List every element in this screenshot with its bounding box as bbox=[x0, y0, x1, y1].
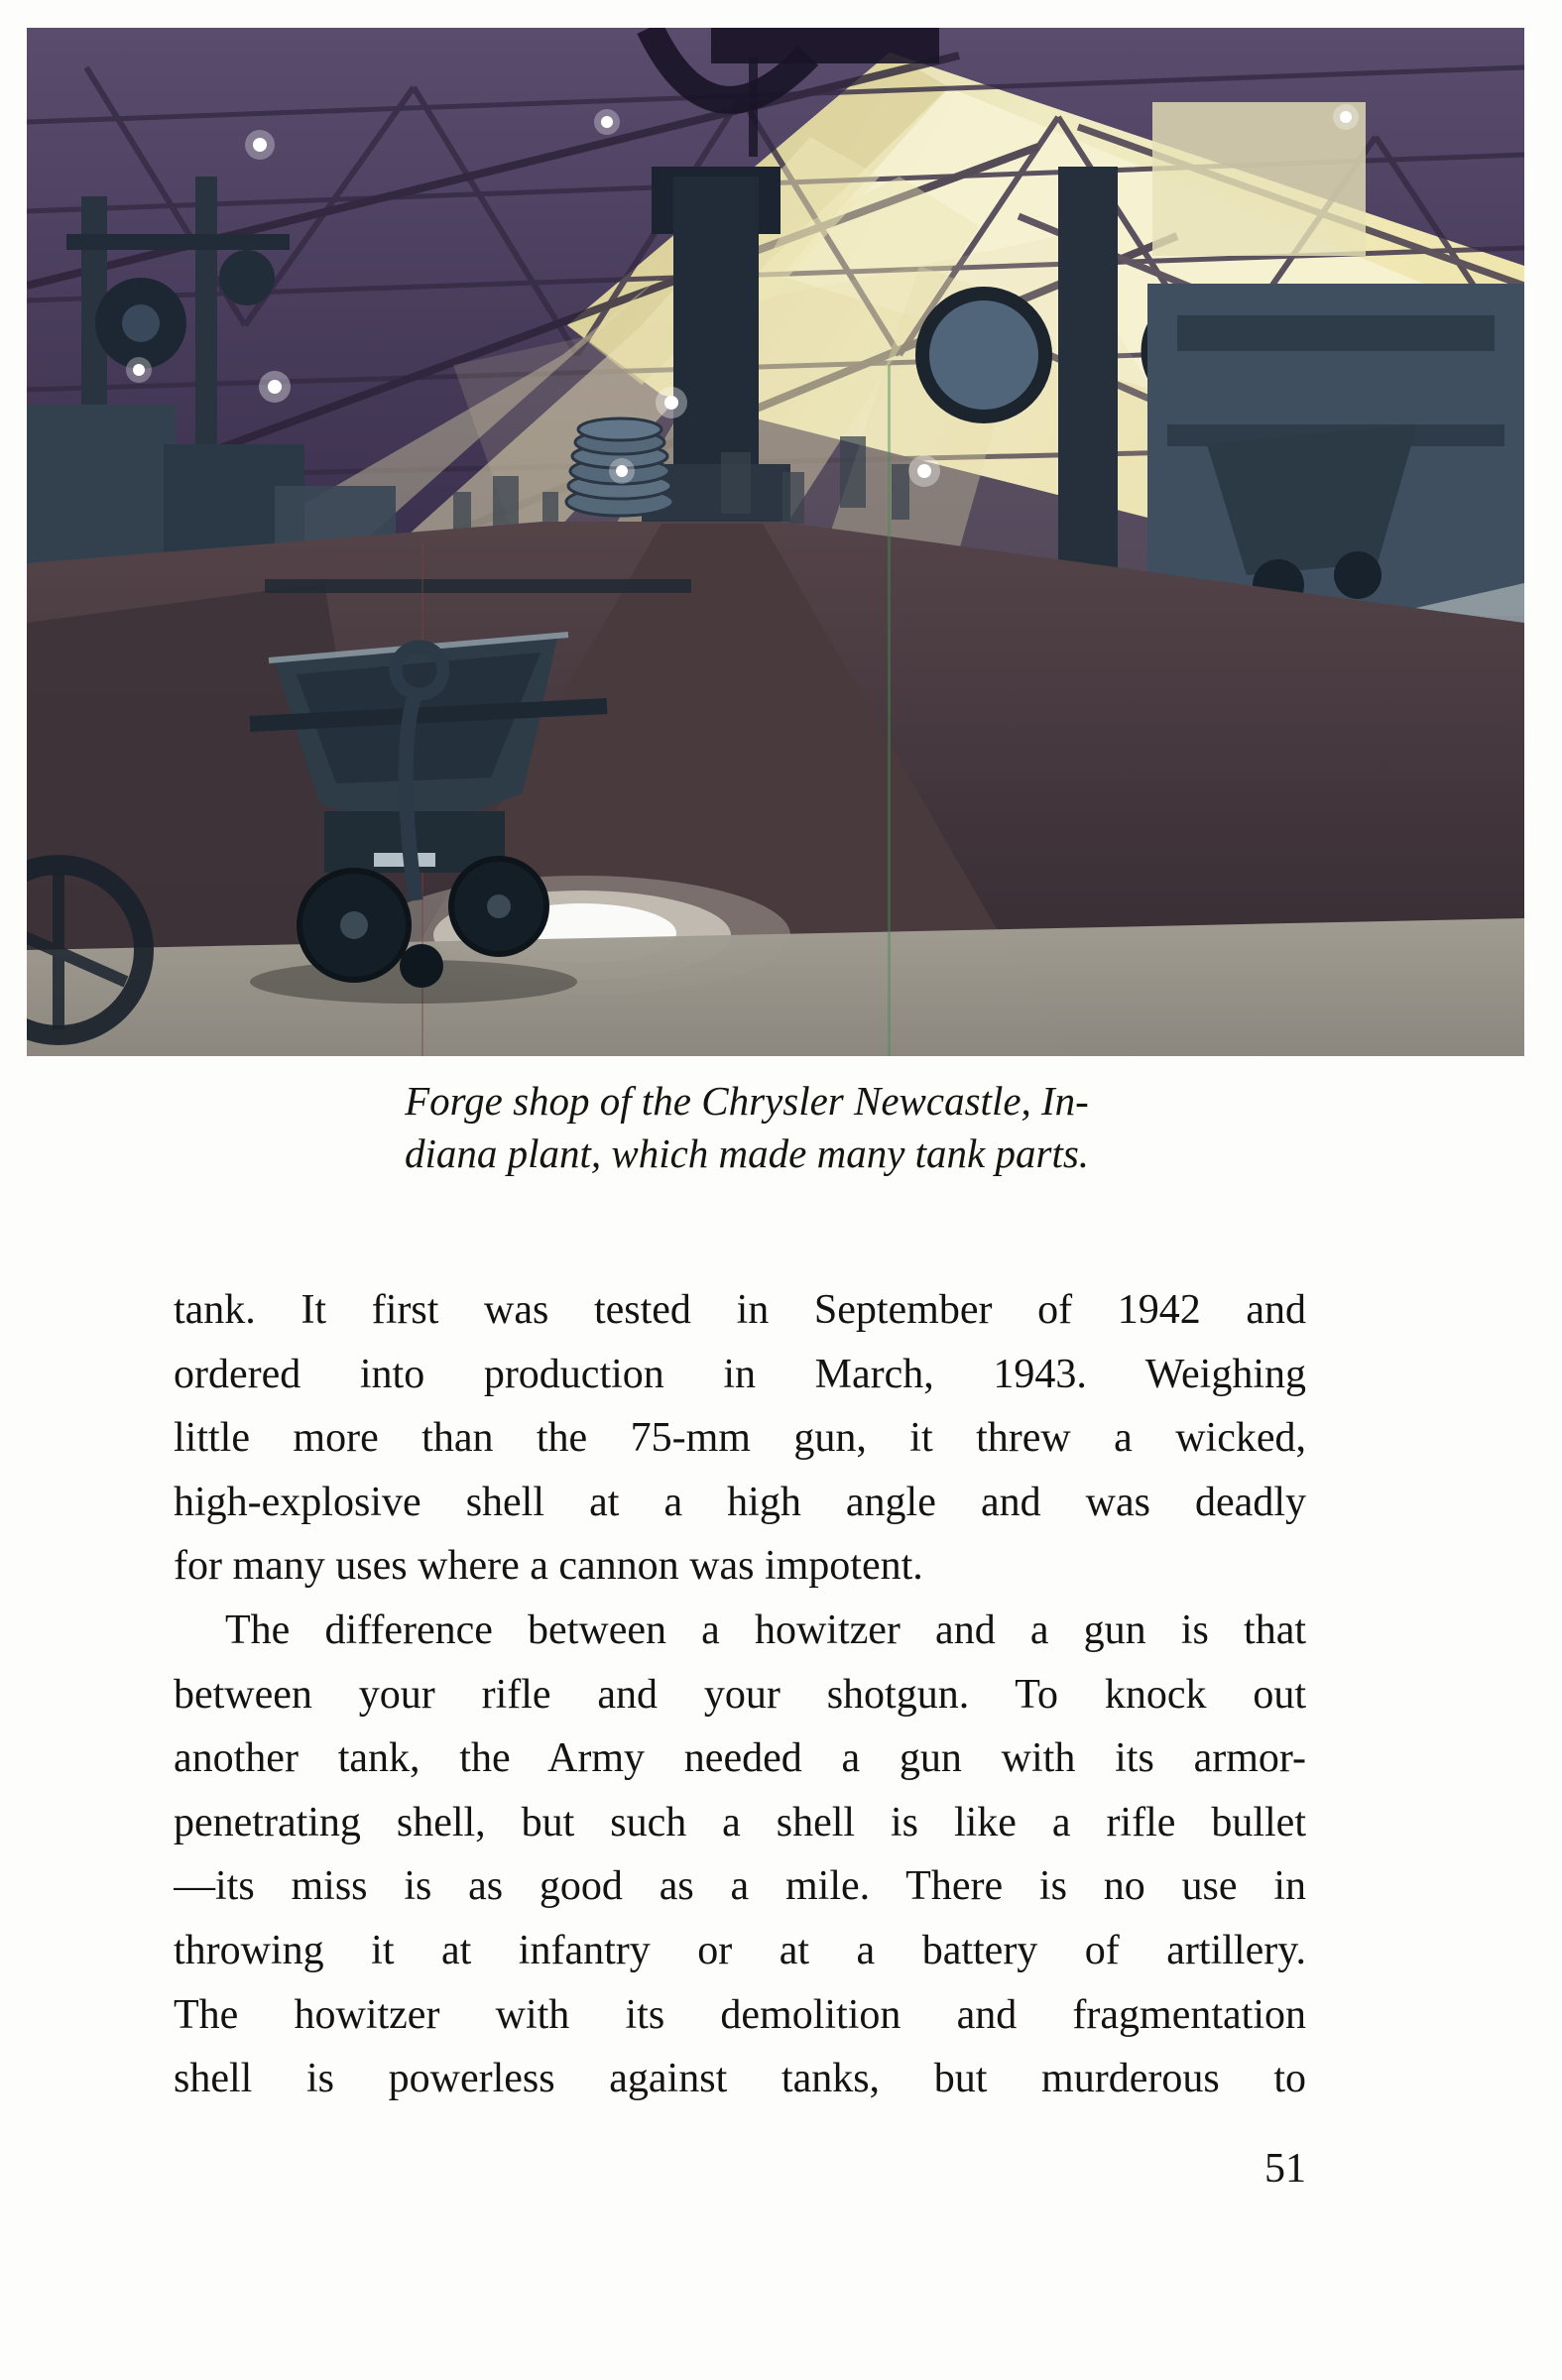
photo-caption-line: Forge shop of the Chrysler Newcastle, In- bbox=[405, 1078, 1089, 1124]
scan-artifact-green-line bbox=[888, 365, 891, 1056]
body-text-line: for many uses where a cannon was impotent. bbox=[174, 1543, 923, 1590]
body-text-line: ordered into production in March, 1943. Weighing bbox=[174, 1351, 1306, 1397]
body-text-line: The difference between a howitzer and a gun is that bbox=[225, 1606, 1306, 1653]
photo-caption-line: diana plant, which made many tank parts. bbox=[404, 1130, 1090, 1176]
photo-caption bbox=[357, 1075, 1137, 1180]
body-text-line: shell is powerless against tanks, but murderous to bbox=[174, 2056, 1306, 2102]
body-text-line: high-explosive shell at a high angle and was deadly bbox=[174, 1479, 1306, 1525]
body-text-line: between your rifle and your shotgun. To knock out bbox=[174, 1671, 1306, 1718]
body-text-line: little more than the 75-mm gun, it threw a wicked, bbox=[174, 1415, 1306, 1462]
body-text bbox=[174, 1278, 1306, 2111]
body-text-line: —its miss is as good as a mile. There is no use in bbox=[174, 1863, 1306, 1910]
forge-shop-photo bbox=[27, 28, 1524, 1056]
page-number: 51 bbox=[1264, 2146, 1306, 2192]
body-text-line: another tank, the Army needed a gun with its armor- bbox=[174, 1735, 1306, 1782]
body-text-line: throwing it at infantry or at a battery of artillery. bbox=[174, 1927, 1306, 1973]
body-text-line: penetrating shell, but such a shell is like a rifle bullet bbox=[174, 1799, 1306, 1845]
forge-shop-photo-art bbox=[27, 28, 1524, 1056]
body-text-line: The howitzer with its demolition and fragmentation bbox=[174, 1991, 1306, 2038]
body-text-line: tank. It first was tested in September of 1942 and bbox=[174, 1287, 1306, 1333]
